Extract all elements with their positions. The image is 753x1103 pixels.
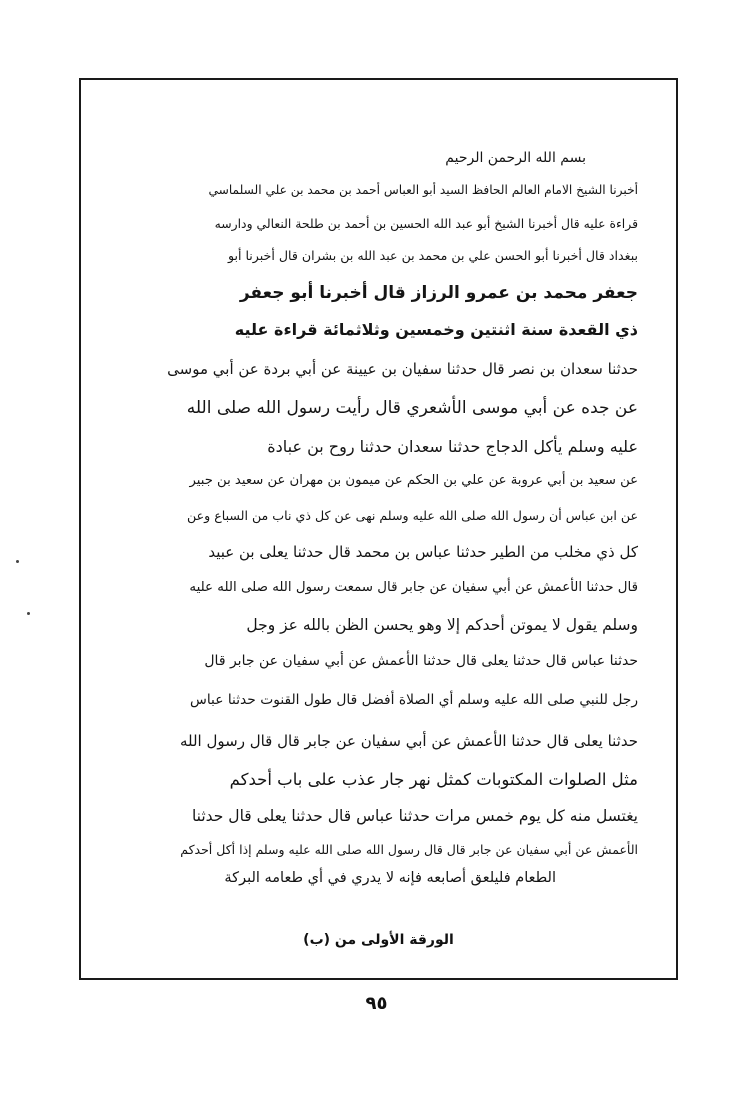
page-number: ٩٥: [365, 993, 388, 1014]
manuscript-line-11: عن ابن عباس أن رسول الله صلى الله عليه وسلم نهى عن كل ذي ناب من السباع وعن: [187, 508, 638, 523]
manuscript-line-13: قال حدثنا الأعمش عن أبي سفيان عن جابر قال سمعت رسول الله صلى الله عليه: [189, 580, 638, 595]
manuscript-line-6: ذي القعدة سنة اثنتين وخمسين وثلاثمائة قراءة عليه: [234, 320, 638, 339]
manuscript-line-21: الطعام فليلعق أصابعه فإنه لا يدري في أي طعامه البركة: [224, 870, 556, 886]
manuscript-line-12: كل ذي مخلب من الطير حدثنا عباس بن محمد قال حدثنا يعلى بن عبيد: [208, 543, 638, 561]
manuscript-line-4: ببغداد قال أخبرنا أبو الحسن علي بن محمد بن عبد الله بن بشران قال أخبرنا أبو: [227, 248, 638, 263]
scan-speck: [27, 612, 30, 615]
manuscript-line-18: مثل الصلوات المكتوبات كمثل نهر جار عذب على باب أحدكم: [229, 770, 638, 789]
manuscript-line-19: يغتسل منه كل يوم خمس مرات حدثنا عباس قال حدثنا يعلى قال حدثنا: [191, 807, 638, 825]
manuscript-line-9: عليه وسلم يأكل الدجاج حدثنا سعدان حدثنا روح بن عبادة: [267, 437, 638, 456]
manuscript-line-17: حدثنا يعلى قال حدثنا الأعمش عن أبي سفيان عن جابر قال قال رسول الله: [179, 732, 638, 750]
manuscript-line-7: حدثنا سعدان بن نصر قال حدثنا سفيان بن عيينة عن أبي بردة عن أبي موسى: [167, 360, 638, 378]
manuscript-page: [81, 80, 676, 978]
manuscript-line-5: جعفر محمد بن عمرو الرزاز قال أخبرنا أبو جعفر: [239, 283, 638, 303]
manuscript-line-10: عن سعيد بن أبي عروبة عن علي بن الحكم عن ميمون بن مهران عن سعيد بن جبير: [189, 473, 638, 488]
manuscript-line-16: رجل للنبي صلى الله عليه وسلم أي الصلاة أفضل قال طول القنوت حدثنا عباس: [190, 692, 638, 708]
manuscript-frame: [79, 78, 678, 980]
scan-speck: [16, 560, 19, 563]
folio-caption: الورقة الأولى من (ب): [303, 932, 454, 948]
manuscript-line-1: بسم الله الرحمن الرحيم: [445, 150, 586, 166]
manuscript-line-8: عن جده عن أبي موسى الأشعري قال رأيت رسول الله صلى الله: [186, 398, 638, 418]
manuscript-line-20: الأعمش عن أبي سفيان عن جابر قال قال رسول الله صلى الله عليه وسلم إذا أكل أحدكم: [180, 842, 638, 857]
manuscript-line-3: قراءة عليه قال أخبرنا الشيخ أبو عبد الله الحسين بن أحمد بن طلحة النعالي ودارسه: [214, 216, 638, 231]
manuscript-line-15: حدثنا عباس قال حدثنا يعلى قال حدثنا الأعمش عن أبي سفيان عن جابر قال: [204, 653, 638, 669]
manuscript-line-14: وسلم يقول لا يموتن أحدكم إلا وهو يحسن الظن بالله عز وجل: [246, 616, 638, 634]
manuscript-line-2: أخبرنا الشيخ الامام العالم الحافظ السيد أبو العباس أحمد بن محمد بن علي السلماسي: [208, 183, 638, 197]
